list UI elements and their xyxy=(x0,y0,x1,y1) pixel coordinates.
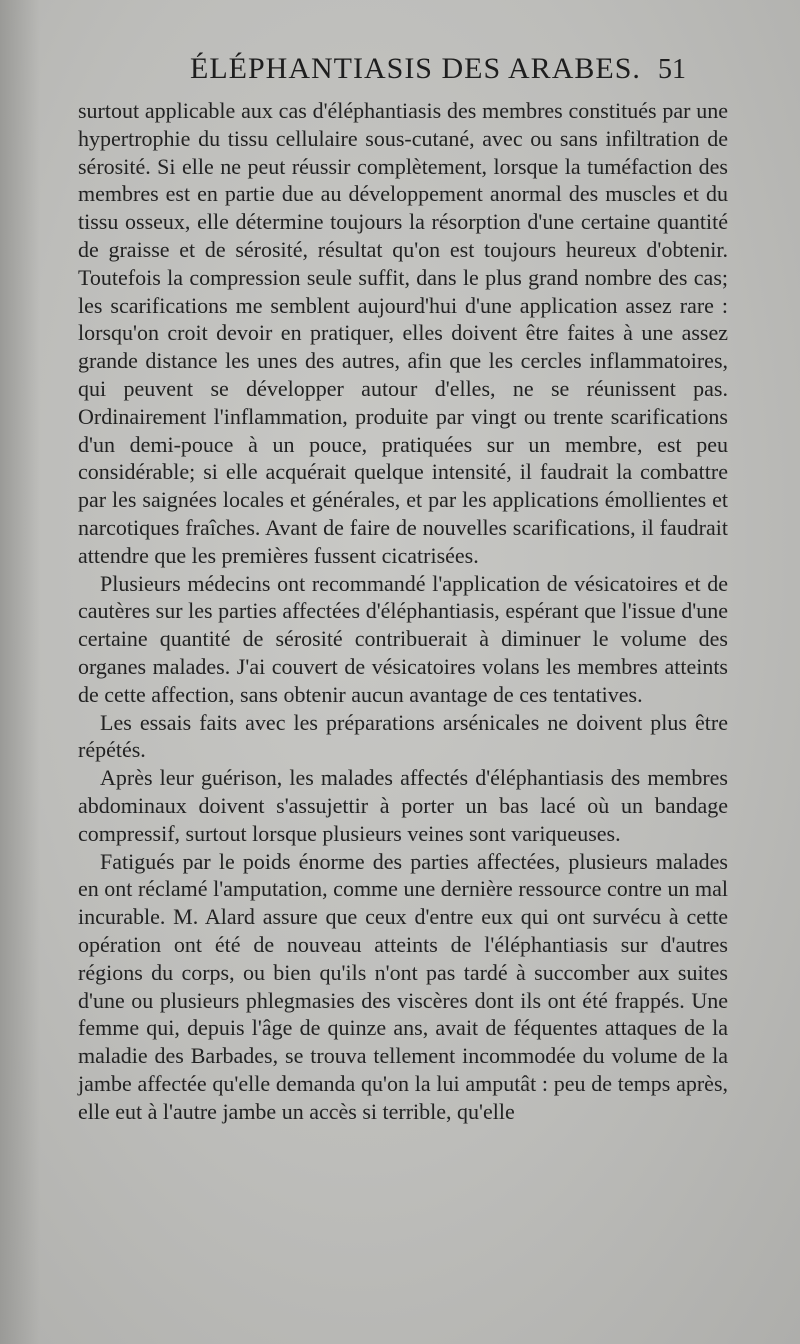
paragraph-compression: surtout applicable aux cas d'éléphantiasis des membres constitués par une hypertrophie du tissu cellulaire sous-cutané, avec ou sans infiltration de sérosité. Si elle ne peut réussir complètement, lorsque la tuméfaction des membres est en partie due au développement anormal des muscles et du tissu osseux, elle détermine toujours la résorption d'une certaine quantité de graisse et de sérosité, résultat qu'on est toujours heureux d'obtenir. Toutefois la compression seule suffit, dans le plus grand nombre des cas; les scarifications me semblent aujourd'hui d'une application assez rare : lorsqu'on croit devoir en pratiquer, elles doivent être faites à une assez grande distance les unes des autres, afin que les cercles inflammatoires, qui peuvent se développer autour d'elles, ne se réunissent pas. Ordinairement l'inflammation, produite par vingt ou trente scarifications d'un demi-pouce à un pouce, pratiquées sur un membre, est peu considérable; si elle acquérait quelque intensité, il faudrait la combattre par les saignées locales et générales, et par les applications émollientes et narcotiques fraîches. Avant de faire de nouvelles scarifications, il faudrait attendre que les premières fussent cicatrisées. xyxy=(78,98,728,568)
body-text xyxy=(78,97,728,1125)
page-number: 51 xyxy=(658,54,686,85)
paragraph-vesicatoires: Plusieurs médecins ont recommandé l'application de vésicatoires et de cautères sur les parties affectées d'éléphantiasis, espérant que l'issue d'une certaine quantité de sérosité contribuerait à diminuer le volume des organes malades. J'ai couvert de vésicatoires volans les membres atteints de cette affection, sans obtenir aucun avantage de ces tentatives. xyxy=(78,570,728,707)
running-title: ÉLÉPHANTIASIS DES ARABES. xyxy=(190,52,641,85)
paragraph-bandage: Après leur guérison, les malades affectés d'éléphantiasis des membres abdominaux doivent s'assujettir à porter un bas lacé où un bandage compressif, surtout lorsque plusieurs veines sont variqueuses. xyxy=(78,765,728,846)
page-header xyxy=(190,52,800,92)
paragraph-amputation: Fatigués par le poids énorme des parties affectées, plusieurs malades en ont réclamé l'amputation, comme une dernière ressource contre un mal incurable. M. Alard assure que ceux d'entre eux qui ont survécu à cette opération ont été de nouveau atteints de l'éléphantiasis sur d'autres régions du corps, ou bien qu'ils n'ont pas tardé à succomber aux suites d'une ou plusieurs phlegmasies des viscères dont ils ont été frappés. Une femme qui, depuis l'âge de quinze ans, avait de féquentes attaques de la maladie des Barbades, se trouva tellement incommodée du volume de la jambe affectée qu'elle demanda qu'on la lui amputât : peu de temps après, elle eut à l'autre jambe un accès si terrible, qu'elle xyxy=(78,848,728,1124)
paragraph-arsenicales: Les essais faits avec les préparations arsénicales ne doivent plus être répétés. xyxy=(78,709,728,763)
